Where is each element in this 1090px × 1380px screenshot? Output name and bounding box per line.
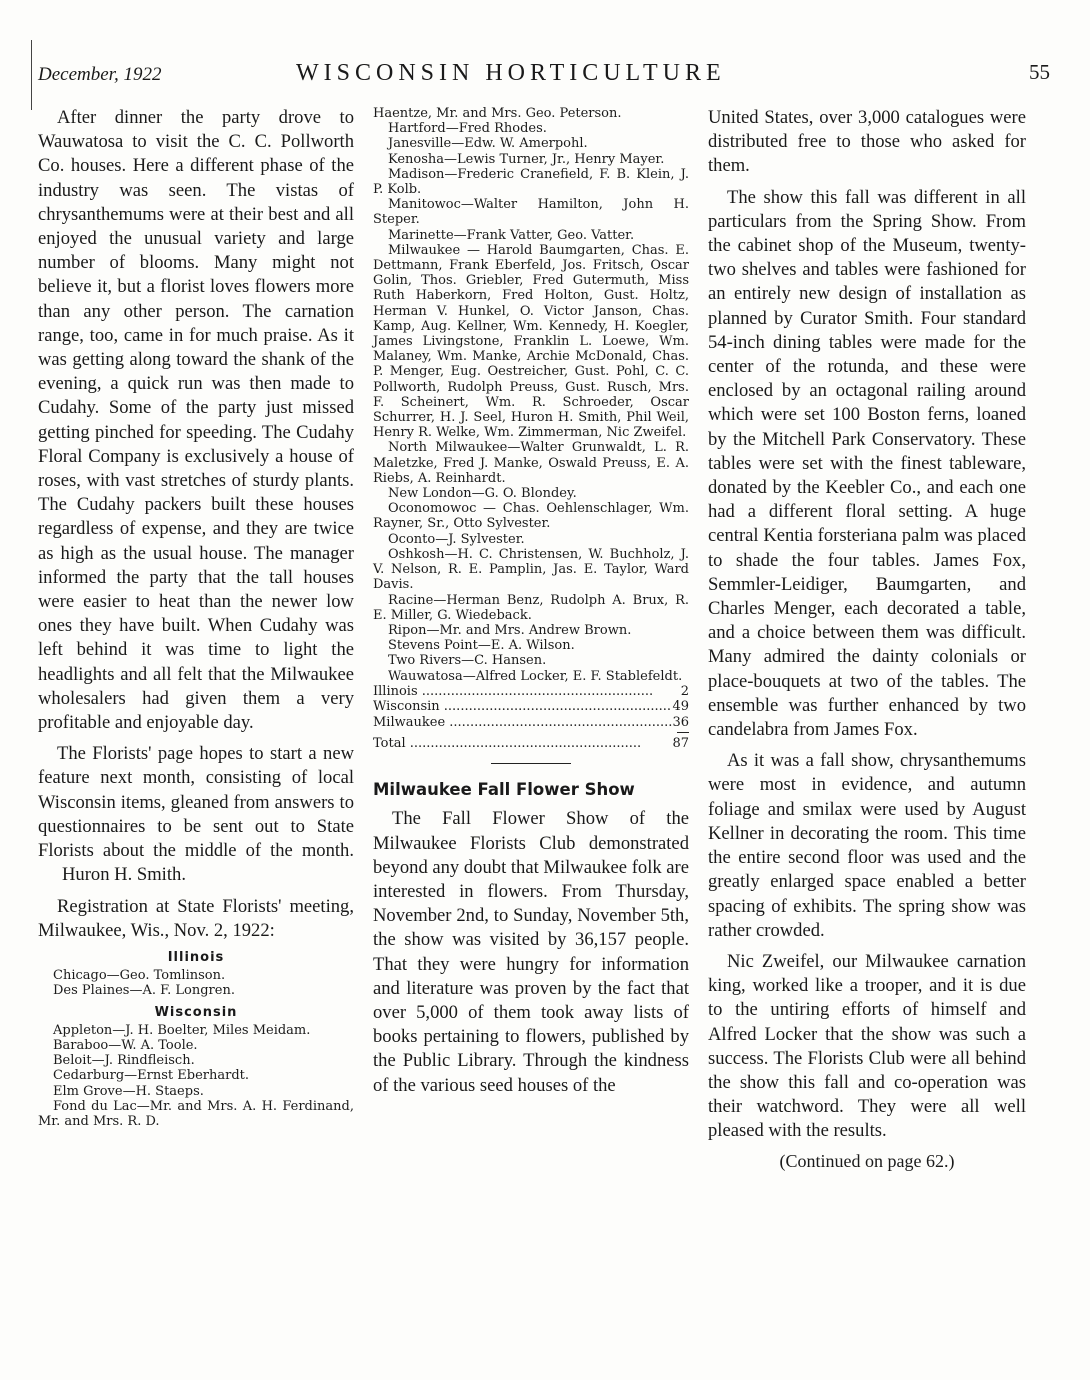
registrant-entry: Kenosha—Lewis Turner, Jr., Henry Mayer. — [388, 151, 665, 167]
paragraph-nic-zweifel: Nic Zweifel, our Milwaukee carnation king, worked like a trooper, and it is due to the untiring efforts of himself and Alfred Locker that the show was such a success. The Florists Club were all behind the show this fall and co-operation was their watchword. They were all well pleased with the results. — [708, 950, 1026, 1142]
registrant-entry: Fond du Lac—Mr. and Mrs. A. H. Ferdinand, Mr. and Mrs. R. D. — [38, 1098, 354, 1129]
registrant-entry: New London—G. O. Blondey. — [388, 486, 577, 502]
total-row — [373, 684, 689, 699]
registrant-entry: Elm Grove—H. Staeps. — [53, 1083, 204, 1099]
florists-page-text: The Florists' page hopes to start a new feature next month, consisting of local Wisconsin items, gleaned from answers to questionnaires to be sent out to State Florists about the middle of the month. — [38, 743, 354, 862]
registrant-entry: Haentze, Mr. and Mrs. Geo. Peterson. — [373, 106, 622, 121]
registrant-entry: Appleton—J. H. Boelter, Miles Meidam. — [53, 1022, 311, 1038]
paragraph-show-design: The show this fall was different in all particulars from the Spring Show. From the cabinet shop of the Museum, twenty-two shelves and tables were fashioned for an entirely new design of installation as planned by Curator Smith. Four standard 54-inch dining tables were made for the center of the rotunda, and these were enclosed by an octagonal railing around which were set 100 Boston ferns, loaned by the Mitchell Park Conservatory. These tables were set with the finest tableware, donated by the Keebler Co., and each one had a different floral setting. A huge central Kentia forsteriana palm was placed to shade the four tables. James Fox, Semmler-Leidiger, Baumgarten, and Charles Menger, each decorated a table, and a choice between them was difficult. Many admired the dainty colonials or place-bouquets at two of the tables. The ensemble was further enhanced by two candelabra from James Fox. — [708, 186, 1026, 741]
registrant-entry: Oconto—J. Sylvester. — [388, 531, 525, 547]
registrant-entry: Racine—Herman Benz, Rudolph A. Brux, R. E. Miller, G. Wiedeback. — [373, 592, 689, 623]
registrant-entry: Wauwatosa—Alfred Locker, E. F. Stablefeldt. — [388, 668, 683, 684]
registrant-entry: Baraboo—W. A. Toole. — [53, 1037, 198, 1053]
grand-total-value: 87 — [672, 735, 689, 751]
grand-total-label: Total ..... — [373, 736, 641, 751]
paragraph-chrysanthemums: As it was a fall show, chrysanthemums were most in evidence, and autumn foliage and smilax were used by August Kellner in decorating the room. This time the entire second floor was used and the greatly enlarged space enabled a better spacing of exhibits. The spring show was rather crowded. — [708, 750, 1026, 941]
section-heading: Milwaukee Fall Flower Show — [373, 780, 635, 800]
registrant-entry: Milwaukee — Harold Baumgarten, Chas. E. Dettmann, Frank Eberfeld, Jos. Fritsch, Oscar Golin, Thos. Griebler, Fred Gutermuth, Miss Ruth Haberkorn, Fred Holton, Gust. Holtz, Herman V. Hunkel, O. Victor Janson, Chas. Kamp, Aug. Kellner, Wm. Kennedy, H. Koegler, James Livingstone, Franklin L. Loewe, Wm. Malaney, Wm. Manke, Archie McDonald, Chas. P. Menger, Eug. Oestreicher, Gust. Pohl, C. C. Pollworth, Rudolph Preuss, Gust. Rusch, Mrs. F. Scheinert, Wm. R. Schroeder, Oscar Schurrer, H. J. Seel, Huron H. Smith, Phil Weil, Henry R. Welke, Wm. Zimmerman, Nic Zweifel. — [373, 242, 689, 441]
registrant-entry: Manitowoc—Walter Hamilton, John H. Steper. — [373, 197, 689, 228]
total-row-label: Wisconsin ..... — [373, 699, 672, 714]
sum-rule — [677, 732, 689, 733]
column-2 — [373, 106, 689, 1105]
total-row-value: 49 — [672, 699, 689, 715]
total-row-value: 36 — [672, 714, 689, 730]
registrant-entry: Ripon—Mr. and Mrs. Andrew Brown. — [388, 622, 632, 638]
registrant-entry: Stevens Point—E. A. Wilson. — [388, 638, 575, 654]
total-row — [373, 715, 689, 730]
continued-note: (Continued on page 62.) — [779, 1150, 955, 1171]
total-row-label: Milwaukee ..... — [373, 715, 672, 730]
registrant-entry: North Milwaukee—Walter Grunwaldt, L. R. Maletzke, Fred J. Manke, Oswald Preuss, E. A. Riebs, A. Reinhardt. — [373, 440, 689, 486]
page-number: 55 — [1029, 60, 1050, 84]
total-row-label: Illinois ..... — [373, 684, 653, 699]
registration-totals — [373, 684, 689, 752]
registrant-entry: Oshkosh—H. C. Christensen, W. Buchholz, J. V. Nelson, R. E. Pamplin, Jas. E. Taylor, Ward Davis. — [373, 546, 689, 593]
registrant-entry: Janesville—Edw. W. Amerpohl. — [388, 136, 588, 152]
registrant-entry: Cedarburg—Ernst Eberhardt. — [53, 1068, 249, 1084]
registrant-entry: Beloit—J. Rindfleisch. — [53, 1053, 195, 1069]
column-3 — [708, 106, 1026, 1172]
registration-list-start — [38, 950, 354, 1129]
paragraph-registration: Registration at State Florists' meeting, Milwaukee, Wis., Nov. 2, 1922: — [38, 895, 354, 941]
heading-illinois: Illinois — [167, 949, 225, 965]
registration-list-cont — [373, 106, 689, 684]
paragraph-catalogues: United States, over 3,000 catalogues were distributed free to those who asked for them. — [708, 107, 1026, 177]
author-signature: Huron H. Smith. — [62, 864, 186, 886]
running-header — [38, 60, 1050, 90]
registrant-entry: Two Rivers—C. Hansen. — [388, 653, 547, 669]
paragraph-cudahy-visit: After dinner the party drove to Wauwatosa to visit the C. C. Pollworth Co. houses. Here a different phase of the industry was seen. The vistas of chrysanthemums were at their best and all enjoyed the unusual variety and large number of blooms. Many might not believe it, but a florist loves flowers more than any other person. The carnation range, too, came in for much praise. As it was getting along toward the shank of the evening, a quick run was then made to Cudahy. Some of the party just missed getting pinched for speeding. The Cudahy Floral Company is exclusively a house of roses, with vast stretches of sturdy plants. The Cudahy packers built these houses regardless of expense, and they are twice as high as the usual house. The manager informed the party that the tall houses were easier to heat than the newer low ones they have built. When Cudahy was left behind it was time to light the headlights and all felt that the Milwaukee wholesalers had given them a very profitable and enjoyable day. — [38, 107, 354, 734]
section-divider — [491, 763, 571, 764]
registrant-entry: Madison—Frederic Cranefield, F. B. Klein, J. P. Kolb. — [373, 166, 689, 198]
grand-total-row — [373, 736, 689, 751]
registrant-entry: Chicago—Geo. Tomlinson. — [53, 968, 226, 984]
registrant-entry: Des Plaines—A. F. Longren. — [53, 983, 235, 999]
heading-wisconsin: Wisconsin — [154, 1004, 238, 1020]
page-edge-rule — [31, 40, 32, 110]
issue-date: December, 1922 — [38, 64, 162, 85]
registrant-entry: Marinette—Frank Vatter, Geo. Vatter. — [388, 227, 635, 243]
registrant-entry: Oconomowoc — Chas. Oehlenschlager, Wm. Rayner, Sr., Otto Sylvester. — [373, 501, 689, 532]
paragraph-florists-page — [38, 742, 354, 887]
column-1 — [38, 106, 354, 1129]
total-row-value: 2 — [680, 683, 689, 699]
magazine-title: WISCONSIN HORTICULTURE — [296, 60, 726, 86]
total-row — [373, 699, 689, 714]
registrant-entry: Hartford—Fred Rhodes. — [388, 121, 547, 137]
paragraph-fall-show: The Fall Flower Show of the Milwaukee Florists Club demonstrated beyond any doubt that Milwaukee folk are interested in flowers. From Thursday, November 2nd, to Sunday, November 5th, the show was visited by 36,157 people. That they were hungry for information and literature was proven by the fact that over 5,000 of them took away lists of books pertaining to flowers, published by the Public Library. Through the kindness of the various seed houses of the — [373, 808, 690, 1096]
